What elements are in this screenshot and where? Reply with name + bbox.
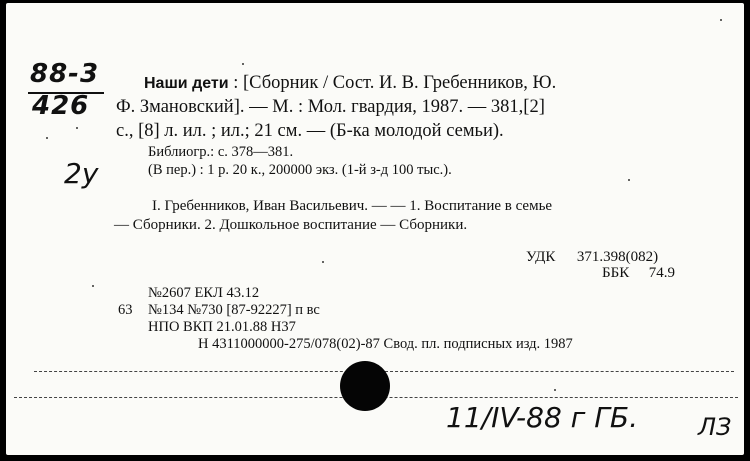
speck <box>628 179 630 181</box>
speck <box>242 63 244 65</box>
entry-line-3: с., [8] л. ил. ; ил.; 21 см. — (Б-ка молодой семьи). <box>116 121 504 141</box>
udk-value: 371.398(082) <box>576 249 659 265</box>
speck <box>322 261 324 263</box>
speck <box>76 127 78 129</box>
call-number-bottom: 426 <box>32 91 90 121</box>
codes-line-1: №2607 ЕКЛ 43.12 <box>148 285 260 301</box>
bbk-label: ББК <box>602 265 630 281</box>
entry-price: (В пер.) : 1 р. 20 к., 200000 экз. (1-й з-д 100 тыс.). <box>148 162 452 178</box>
speck <box>92 285 94 287</box>
codes-line-2: №134 №730 [87-92227] п вс <box>148 302 320 318</box>
entry-line-1 <box>144 73 556 94</box>
handwritten-footer: 11/IV-88 г ГБ. <box>446 401 638 434</box>
entry-title: Наши дети <box>144 75 229 92</box>
speck <box>720 19 722 21</box>
entry-line-2: Ф. Змановский]. — М. : Мол. гвардия, 1987. — 381,[2] <box>116 97 545 117</box>
tracings-line-2: — Сборники. 2. Дошкольное воспитание — Сборники. <box>114 217 468 233</box>
handwritten-corner: ЛЗ <box>698 413 732 441</box>
speck <box>554 389 556 391</box>
codes-line-3: НПО ВКП 21.01.88 Н37 <box>148 319 296 335</box>
handwritten-mark: 2y <box>64 157 99 190</box>
card-punch-hole <box>340 361 390 411</box>
call-number-top: 88-3 <box>30 59 100 89</box>
bbk-value: 74.9 <box>648 265 675 281</box>
card-paper <box>6 3 744 455</box>
speck <box>46 137 48 139</box>
codes-line-4: Н 4311000000-275/078(02)-87 Свод. пл. подписных изд. 1987 <box>198 336 573 352</box>
entry-line-1-rest: : [Сборник / Сост. И. В. Гребенников, Ю. <box>233 73 557 93</box>
udk-label: УДК <box>526 249 556 265</box>
entry-bibliography: Библиогр.: с. 378—381. <box>148 144 294 160</box>
codes-prefix: 63 <box>118 302 133 318</box>
udk-row <box>526 249 658 266</box>
bbk-row <box>602 265 675 282</box>
tracings-line-1: I. Гребенников, Иван Васильевич. — — 1. Воспитание в семье <box>152 198 553 214</box>
